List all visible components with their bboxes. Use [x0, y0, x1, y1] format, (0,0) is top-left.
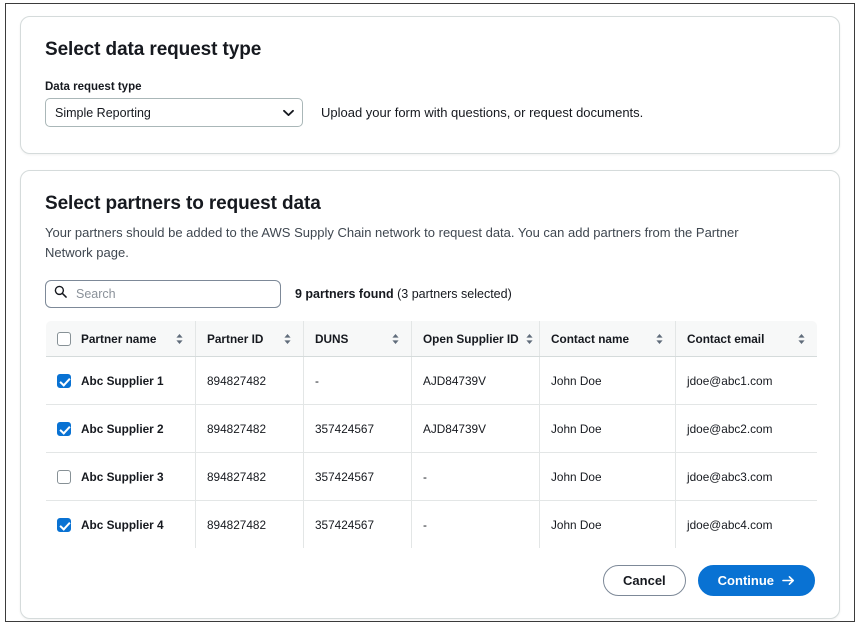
column-header-contact-email[interactable]	[676, 321, 818, 357]
table-row[interactable]	[46, 453, 818, 501]
cell-contact-name: John Doe	[540, 501, 676, 549]
cell-open-supplier-id: -	[412, 453, 540, 501]
column-label-partner-name: Partner name	[81, 331, 157, 346]
row-checkbox[interactable]	[57, 518, 71, 532]
table-row[interactable]	[46, 357, 818, 405]
partners-table	[45, 320, 818, 549]
select-partners-card	[20, 170, 840, 619]
data-request-type-row	[45, 81, 815, 127]
search-box[interactable]	[45, 280, 281, 308]
sort-arrows-icon[interactable]	[283, 333, 292, 345]
cell-duns: -	[304, 357, 412, 405]
partners-toolbar	[45, 280, 815, 308]
column-label-contact-email: Contact email	[687, 331, 765, 346]
column-header-contact-name[interactable]	[540, 321, 676, 357]
cell-contact-name: John Doe	[540, 405, 676, 453]
page-title: Select data request type	[45, 39, 262, 60]
row-checkbox[interactable]	[57, 374, 71, 388]
cell-open-supplier-id: AJD84739V	[412, 357, 540, 405]
data-request-type-card	[20, 16, 840, 154]
partner-name-text: Abc Supplier 3	[81, 469, 164, 484]
data-request-type-field	[45, 81, 303, 127]
column-header-duns[interactable]	[304, 321, 412, 357]
sort-arrows-icon[interactable]	[175, 333, 184, 345]
cell-partner-id: 894827482	[196, 357, 304, 405]
sort-arrows-icon[interactable]	[525, 333, 534, 345]
row-checkbox[interactable]	[57, 422, 71, 436]
partners-table-head	[46, 321, 818, 357]
cell-open-supplier-id: -	[412, 501, 540, 549]
cell-partner-name	[46, 405, 196, 453]
partners-table-body	[46, 357, 818, 549]
page-content	[6, 4, 854, 621]
cell-partner-name	[46, 453, 196, 501]
footer-actions	[45, 549, 815, 602]
cell-partner-id: 894827482	[196, 453, 304, 501]
column-label-duns: DUNS	[315, 331, 349, 346]
search-input[interactable]	[74, 286, 272, 302]
sort-arrows-icon[interactable]	[655, 333, 664, 345]
select-all-checkbox[interactable]	[57, 332, 71, 346]
column-label-open-supplier-id: Open Supplier ID	[423, 331, 519, 346]
select-partners-description: Your partners should be added to the AWS Supply Chain network to request data. You can add partners from the Partner Network page.	[45, 225, 739, 260]
data-request-type-selected-value: Simple Reporting	[55, 105, 151, 120]
cell-partner-name	[46, 357, 196, 405]
cell-contact-name: John Doe	[540, 453, 676, 501]
arrow-right-icon	[782, 575, 795, 586]
column-header-partner-name[interactable]	[46, 321, 196, 357]
cell-duns: 357424567	[304, 501, 412, 549]
cell-open-supplier-id: AJD84739V	[412, 405, 540, 453]
cell-contact-email: jdoe@abc4.com	[687, 517, 773, 532]
partners-count	[295, 287, 512, 301]
data-request-type-label: Data request type	[45, 81, 142, 93]
sort-arrows-icon[interactable]	[797, 333, 806, 345]
sort-arrows-icon[interactable]	[391, 333, 400, 345]
continue-button-label: Continue	[717, 573, 774, 588]
cell-duns: 357424567	[304, 405, 412, 453]
row-checkbox[interactable]	[57, 470, 71, 484]
partner-name-text: Abc Supplier 1	[81, 373, 164, 388]
table-row[interactable]	[46, 501, 818, 549]
select-partners-title: Select partners to request data	[45, 193, 321, 214]
cell-partner-id: 894827482	[196, 501, 304, 549]
cell-duns: 357424567	[304, 453, 412, 501]
column-header-partner-id[interactable]	[196, 321, 304, 357]
cell-partner-id: 894827482	[196, 405, 304, 453]
cell-contact-email: jdoe@abc2.com	[676, 405, 818, 453]
cell-partner-name	[46, 501, 196, 549]
table-header-row	[46, 321, 818, 357]
column-label-contact-name: Contact name	[551, 331, 630, 346]
page-frame	[5, 3, 855, 622]
column-label-partner-id: Partner ID	[207, 331, 264, 346]
partners-selected-count: (3 partners selected)	[397, 287, 512, 301]
data-request-type-select-wrap	[45, 98, 303, 127]
cell-contact-name: John Doe	[540, 357, 676, 405]
data-request-type-select[interactable]	[45, 98, 303, 127]
cell-contact-email: jdoe@abc1.com	[676, 357, 818, 405]
cell-contact-email: jdoe@abc3.com	[676, 453, 818, 501]
search-icon	[54, 285, 67, 303]
cancel-button[interactable]: Cancel	[603, 565, 686, 596]
partner-name-text: Abc Supplier 4	[81, 517, 164, 532]
partners-found-count: 9 partners found	[295, 287, 394, 301]
partner-name-text: Abc Supplier 2	[81, 421, 164, 436]
data-request-type-hint: Upload your form with questions, or request documents.	[321, 104, 644, 120]
column-header-open-supplier-id[interactable]	[412, 321, 540, 357]
table-row[interactable]	[46, 405, 818, 453]
continue-button[interactable]	[698, 565, 815, 596]
